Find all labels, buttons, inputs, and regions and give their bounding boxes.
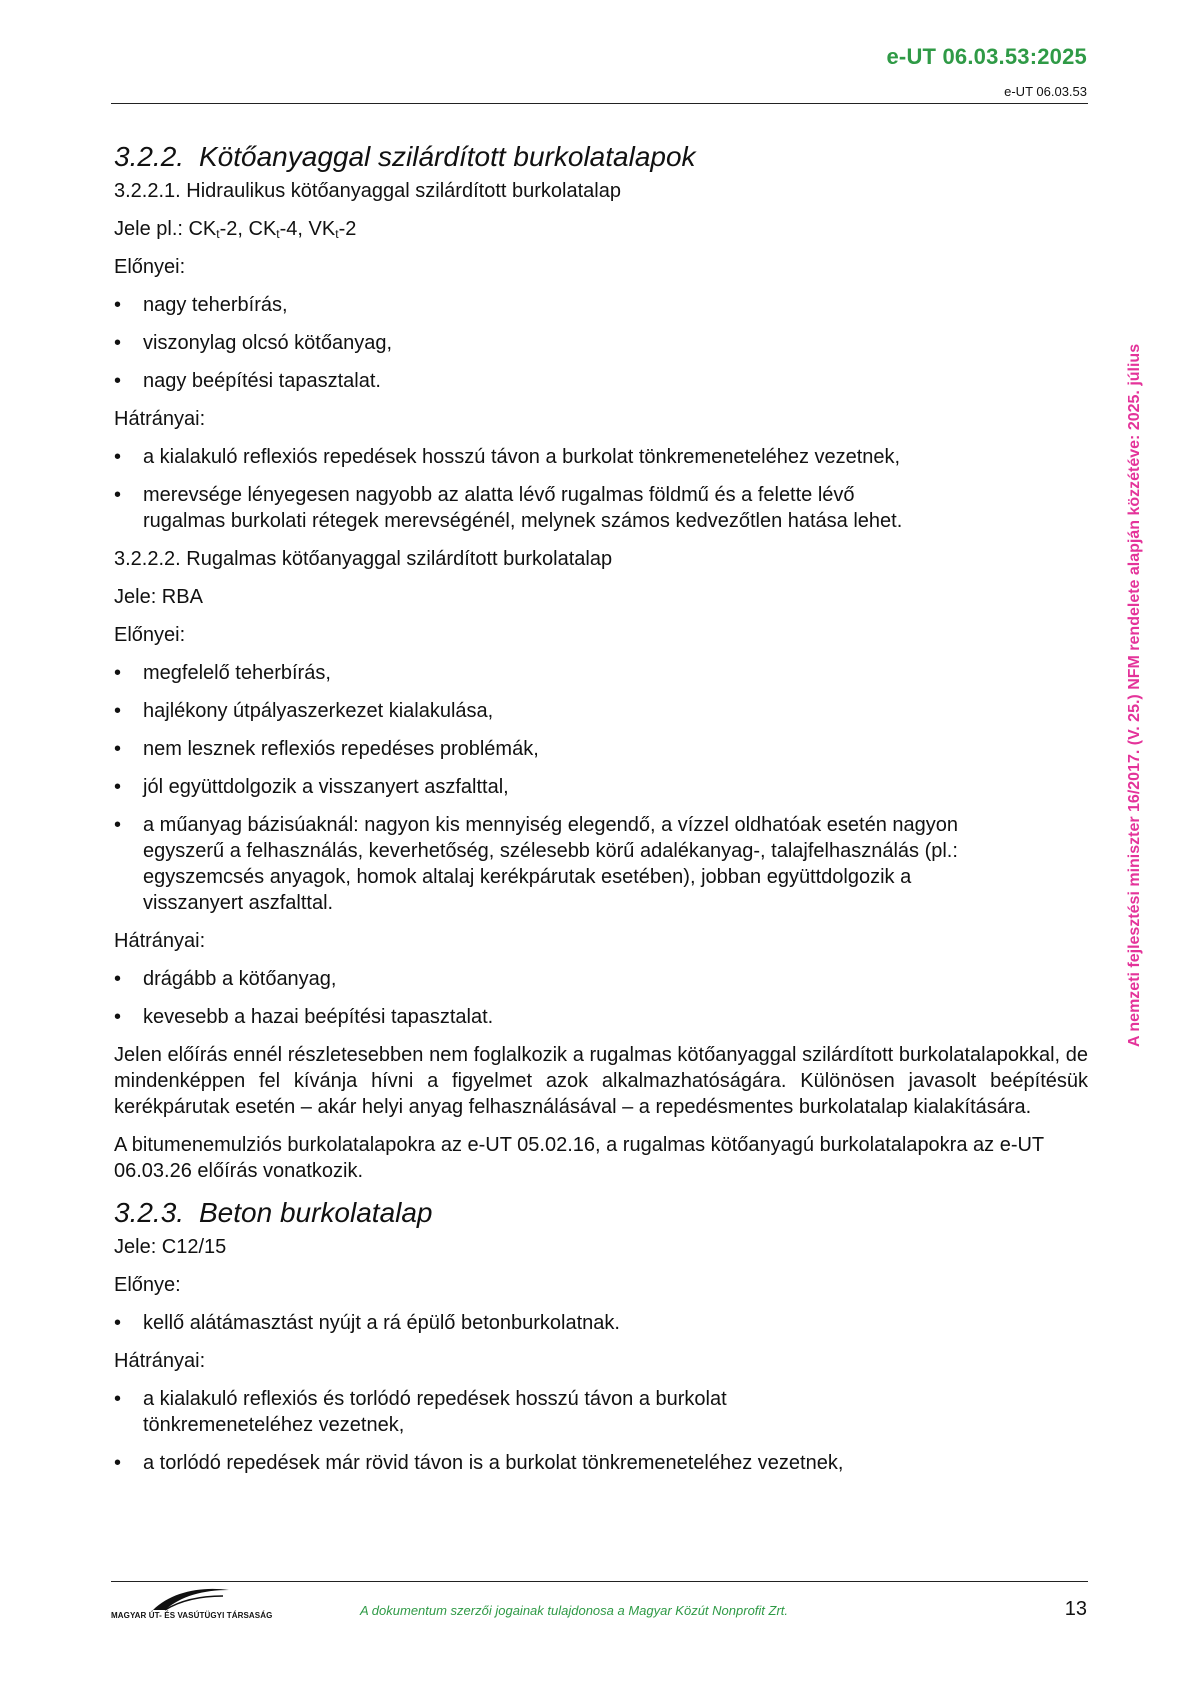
hatranyai-label: Hátrányai: (114, 1350, 206, 1372)
document-code: e-UT 06.03.53:2025 (886, 44, 1087, 69)
elonye-list (114, 1310, 1088, 1336)
section-3-2-2-heading (114, 140, 1088, 174)
footer-divider (111, 1581, 1088, 1582)
list-item: • a torlódó repedések már rövid távon is a burkolat tönkremeneteléhez vezetnek, (114, 1450, 1088, 1476)
jele-line (114, 216, 1088, 242)
elonye-label: Előnye: (114, 1274, 181, 1296)
list-item: • jól együttdolgozik a visszanyert aszfalttal, (114, 774, 1088, 800)
jele-text: Jele pl.: CK (114, 218, 217, 240)
hatranyai-list (114, 966, 1088, 1030)
subsection-3-2-2-2-heading: 3.2.2.2. Rugalmas kötőanyaggal szilárdított burkolatalap (114, 548, 613, 570)
list-item: • a műanyag bázisúaknál: nagyon kis mennyiség elegendő, a vízzel oldhatóak esetén nagyon egyszerű a felhasználás, keverhetőség, szélesebb körű adalékanyag-, talajfelhasználás (pl.: egyszemcsés anyagok, homok altalaj kerékpárutak esetében), jobban együttdolgozik a visszanyert aszfalttal. (114, 812, 1088, 916)
list-item: • megfelelő teherbírás, (114, 660, 1088, 686)
jele-subscript: t (335, 227, 339, 241)
elonyei-list (114, 660, 1088, 916)
subsection-3-2-2-1-heading: 3.2.2.1. Hidraulikus kötőanyaggal szilárdított burkolatalap (114, 180, 621, 202)
hatranyai-label: Hátrányai: (114, 930, 206, 952)
list-item: • kellő alátámasztást nyújt a rá épülő betonburkolatnak. (114, 1310, 1088, 1336)
header-divider (111, 103, 1088, 104)
list-item: • merevsége lényegesen nagyobb az alatta lévő rugalmas földmű és a felette lévő rugalmas burkolati rétegek merevségénél, melynek számos kedvezőtlen hatása lehet. (114, 482, 1088, 534)
section-3-2-3-heading (114, 1196, 1088, 1230)
page-content (114, 140, 1088, 1488)
body-paragraph: A bitumenemulziós burkolatalapokra az e-UT 05.02.16, a rugalmas kötőanyagú burkolatalapokra az e-UT 06.03.26 előírás vonatkozik. (114, 1134, 1044, 1182)
elonyei-label: Előnyei: (114, 256, 186, 278)
hatranyai-label: Hátrányai: (114, 408, 206, 430)
list-item: • nem lesznek reflexiós repedéses problémák, (114, 736, 1088, 762)
list-item: • drágább a kötőanyag, (114, 966, 1088, 992)
elonyei-label: Előnyei: (114, 624, 186, 646)
jele-line: Jele: C12/15 (114, 1236, 227, 1258)
list-item: • nagy teherbírás, (114, 292, 1088, 318)
jele-subscript: t (276, 227, 280, 241)
page-number: 13 (1064, 1598, 1087, 1620)
list-item: • kevesebb a hazai beépítési tapasztalat. (114, 1004, 1088, 1030)
elonyei-list (114, 292, 1088, 394)
jele-text: -4, VK (279, 218, 336, 240)
hatranyai-list (114, 1386, 1088, 1476)
copyright-notice: A dokumentum szerzői jogainak tulajdonosa a Magyar Közút Nonprofit Zrt. (360, 1603, 789, 1618)
section-title: Kötőanyaggal szilárdított burkolatalapok (199, 141, 696, 172)
section-title: Beton burkolatalap (199, 1197, 433, 1228)
hatranyai-list (114, 444, 1088, 534)
society-logo (111, 1584, 273, 1624)
list-item: • a kialakuló reflexiós és torlódó repedések hosszú távon a burkolat tönkremeneteléhez vezetnek, (114, 1386, 1088, 1438)
body-paragraph: Jelen előírás ennél részletesebben nem foglalkozik a rugalmas kötőanyaggal szilárdított burkolatalapokkal, de mindenképpen fel kívánja hívni a figyelmet azok alkalmazhatóságára. Különösen javasolt beépítésük kerékpárutak esetén – akár helyi anyag felhasználásával – a repedésmentes burkolatalap kialakítására. (114, 1044, 1088, 1118)
jele-text: -2, CK (219, 218, 277, 240)
list-item: • hajlékony útpályaszerkezet kialakulása, (114, 698, 1088, 724)
logo-swoosh-icon (151, 1584, 231, 1612)
list-item: • viszonylag olcsó kötőanyag, (114, 330, 1088, 356)
list-item: • nagy beépítési tapasztalat. (114, 368, 1088, 394)
publication-side-note: A nemzeti fejlesztési miniszter 16/2017. (V. 25.) NFM rendelete alapján közzétéve: 2025. július (1126, 343, 1143, 1047)
list-item: • a kialakuló reflexiós repedések hosszú távon a burkolat tönkremeneteléhez vezetnek, (114, 444, 1088, 470)
jele-line: Jele: RBA (114, 586, 203, 608)
jele-subscript: t (216, 227, 220, 241)
section-number: 3.2.3. (114, 1197, 185, 1228)
logo-text: MAGYAR ÚT- ÉS VASÚTÜGYI TÁRSASÁG (111, 1611, 273, 1620)
section-number: 3.2.2. (114, 141, 185, 172)
document-code-small: e-UT 06.03.53 (1004, 84, 1087, 99)
jele-text: -2 (338, 218, 357, 240)
